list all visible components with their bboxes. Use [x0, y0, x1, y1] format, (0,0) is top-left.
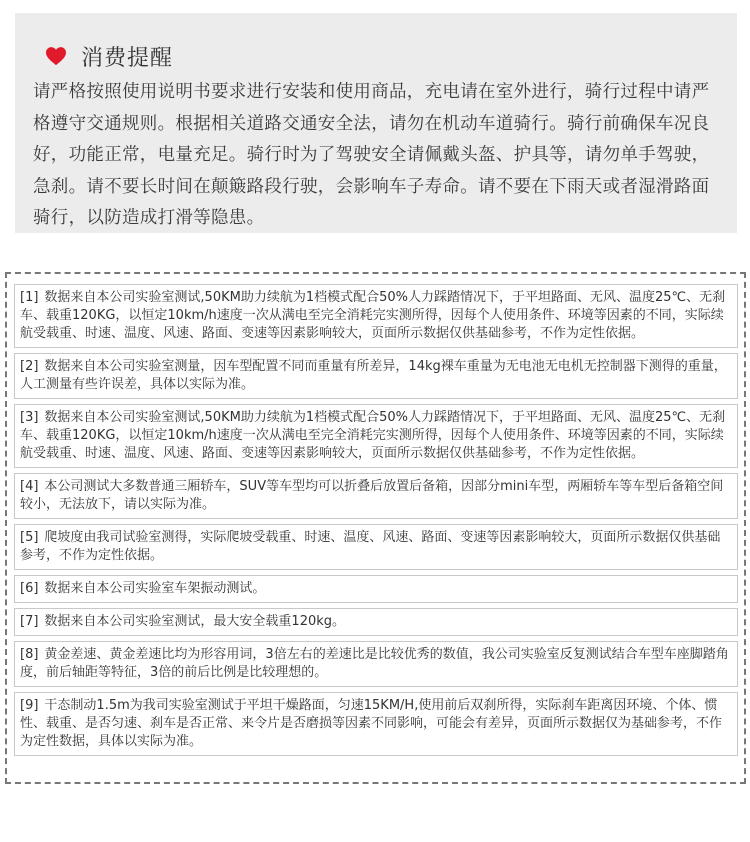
footnotes-box	[5, 272, 746, 784]
footnote-text: 爬坡度由我司试验室测得，实际爬坡受载重、时速、温度、风速、路面、变速等因素影响较大，页面所示数据仅供基础参考，不作为定性依据。	[20, 530, 721, 563]
footnote-number: [3]	[20, 410, 39, 425]
reminder-header	[33, 39, 723, 73]
footnote-number: [5]	[20, 530, 39, 545]
heart-icon	[45, 46, 67, 66]
reminder-body: 请严格按照使用说明书要求进行安装和使用商品，充电请在室外进行，骑行过程中请严格遵守交通规则。根据相关道路交通安全法，请勿在机动车道骑行。骑行前确保车况良好，功能正常，电量充足。骑行时为了驾驶安全请佩戴头盔、护具等，请勿单手驾驶，急刹。请不要长时间在颠簸路段行驶，会影响车子寿命。请不要在下雨天或者湿滑路面骑行，以防造成打滑等隐患。	[33, 82, 710, 228]
consumer-reminder-panel	[15, 13, 737, 233]
footnote-text: 数据来自本公司实验室测试,50KM助力续航为1档模式配合50%人力踩踏情况下，于平坦路面、无风、温度25℃、无刹车、载重120KG，以恒定10km/h速度一次从满电至完全消耗完实测所得，因每个人使用条件、环境等因素的不同，实际续航受载重、时速、温度、风速、路面、变速等因素影响较大，页面所示数据仅供基础参考，不作为定性依据。	[20, 290, 726, 341]
footnote-text: 数据来自本公司实验室测试,50KM助力续航为1档模式配合50%人力踩踏情况下，于平坦路面、无风、温度25℃、无刹车、载重120KG，以恒定10km/h速度一次从满电至完全消耗完实测所得，因每个人使用条件、环境等因素的不同，实际续航受载重、时速、温度、风速、路面、变速等因素影响较大，页面所示数据仅供基础参考，不作为定性依据。	[20, 410, 726, 461]
footnote-3	[14, 404, 738, 468]
footnote-number: [4]	[20, 479, 39, 494]
footnote-9	[14, 692, 738, 756]
footnote-5	[14, 524, 738, 570]
footnote-number: [1]	[20, 290, 39, 305]
footnote-number: [9]	[20, 698, 39, 713]
footnote-2	[14, 353, 738, 399]
footnote-text: 数据来自本公司实验室测试，最大安全载重120kg。	[44, 614, 346, 629]
footnote-number: [8]	[20, 647, 39, 662]
footnote-6	[14, 575, 738, 603]
footnote-text: 黄金差速、黄金差速比均为形容用词，3倍左右的差速比是比较优秀的数值，我公司实验室反复测试结合车型车座脚踏角度，前后轴距等特征，3倍的前后比例是比较理想的。	[20, 647, 729, 680]
footnote-1	[14, 284, 738, 348]
footnote-text: 干态制动1.5m为我司实验室测试于平坦干燥路面，匀速15KM/H,使用前后双刹所得，实际刹车距离因环境、个体、惯性、载重、是否匀速、刹车是否正常、来令片是否磨损等因素不同影响，可能会有差异，页面所示数据仅为基础参考，不作为定性数据，具体以实际为准。	[20, 698, 723, 749]
footnote-number: [2]	[20, 359, 39, 374]
footnote-7	[14, 608, 738, 636]
footnote-number: [6]	[20, 581, 39, 596]
footnote-text: 本公司测试大多数普通三厢轿车，SUV等车型均可以折叠后放置后备箱，因部分mini车型，两厢轿车等车型后备箱空间较小，无法放下，请以实际为准。	[20, 479, 724, 512]
footnote-text: 数据来自本公司实验室车架振动测试。	[44, 581, 266, 596]
reminder-title: 消费提醒	[81, 45, 174, 71]
footnote-number: [7]	[20, 614, 39, 629]
footnote-4	[14, 473, 738, 519]
footnote-8	[14, 641, 738, 687]
footnote-text: 数据来自本公司实验室测量，因车型配置不同而重量有所差异，14kg裸车重量为无电池无电机无控制器下测得的重量，人工测量有些许误差，具体以实际为准。	[20, 359, 727, 392]
